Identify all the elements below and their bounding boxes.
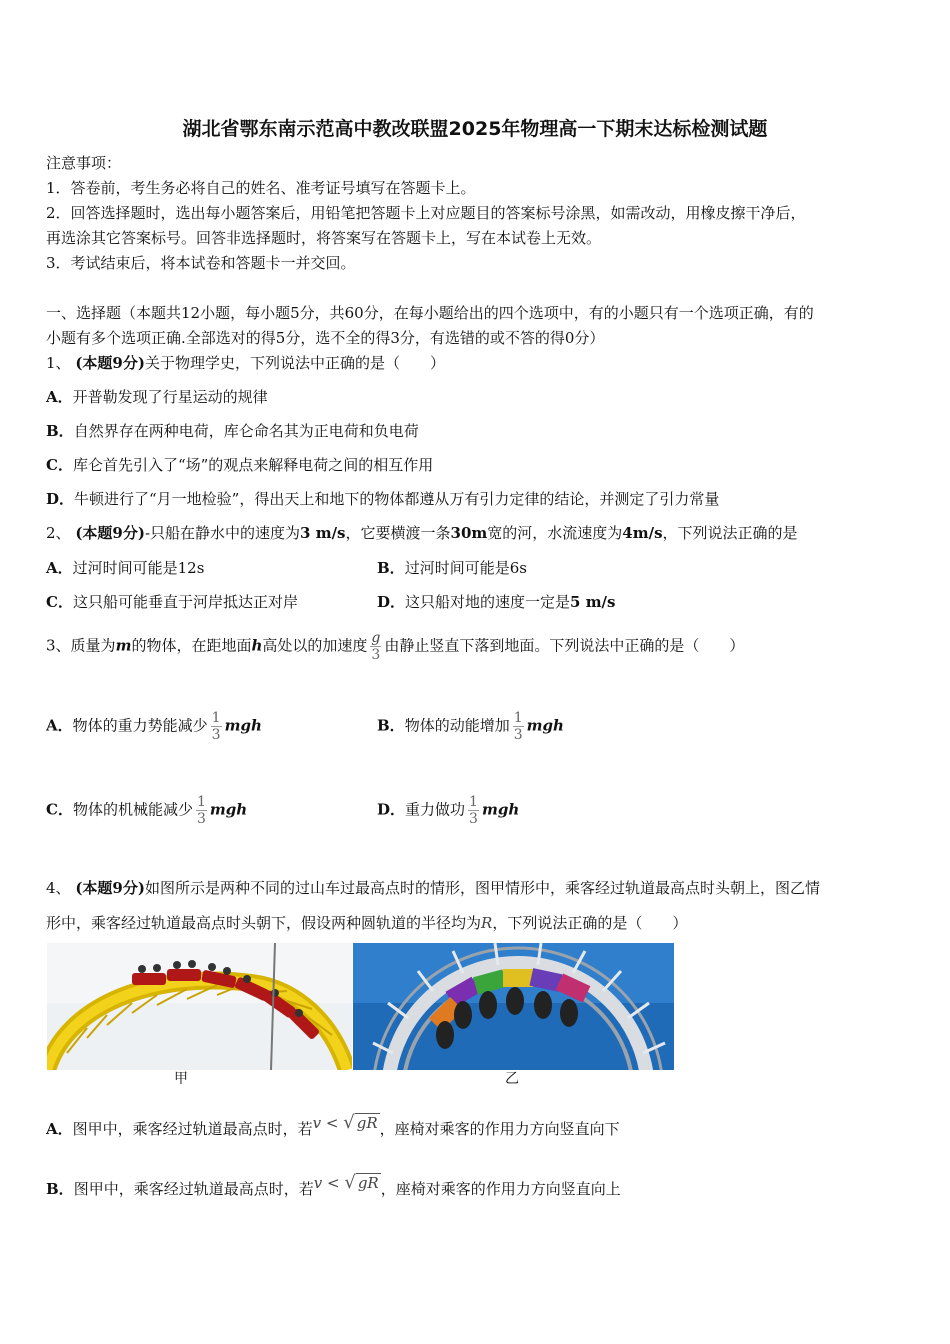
velocity-inequality: v < √ gR: [312, 1112, 378, 1133]
question-3-stem: 3、质量为m的物体，在距地面h高处以的加速度 $\frac{g}{3}$ 由静止竖直下落到地面。下列说法中正确的是（ ）: [46, 630, 745, 663]
question-4-stem: 4、 (本题9分)如图所示是两种不同的过山车过最高点时的情形，图甲情形中，乘客经过轨道最高点时头朝上，图乙情: [46, 879, 820, 897]
notice-item: 2．回答选择题时，选出每小题答案后，用铅笔把答题卡上对应题目的答案标号涂黑，如需改动，用橡皮擦干净后，: [46, 204, 806, 222]
section-instructions: 一、选择题（本题共12小题，每小题5分，共60分，在每小题给出的四个选项中，有的小题只有一个选项正确，有的: [46, 304, 814, 322]
notice-item: 1．答卷前，考生务必将自己的姓名、准考证号填写在答题卡上。: [46, 179, 476, 197]
q4-option-b: B．图甲中，乘客经过轨道最高点时，若v < √ gR ，座椅对乘客的作用力方向竖直向上: [46, 1172, 621, 1198]
q4-option-a: A．图甲中，乘客经过轨道最高点时，若v < √ gR ，座椅对乘客的作用力方向竖直向下: [46, 1112, 620, 1138]
q3-option-a: A．物体的重力势能减少 $\frac{1}{3}$ mgh: [46, 710, 262, 743]
notice-item: 再选涂其它答案标号。回答非选择题时，将答案写在答题卡上，写在本试卷上无效。: [46, 229, 602, 247]
fraction-one-third: $\frac{1}{3}$: [513, 710, 523, 743]
q3-option-c: C．物体的机械能减少 $\frac{1}{3}$ mgh: [46, 794, 248, 827]
q1-option-b: B．自然界存在两种电荷，库仑命名其为正电荷和负电荷: [46, 422, 419, 440]
q3-option-d: D．重力做功 $\frac{1}{3}$ mgh: [377, 794, 520, 827]
figure-caption-jia: 甲: [174, 1071, 188, 1087]
q3-option-b: B．物体的动能增加 $\frac{1}{3}$ mgh: [377, 710, 564, 743]
notice-heading: 注意事项：: [46, 154, 122, 172]
velocity-inequality: v < √ gR: [313, 1172, 379, 1193]
question-2-stem: 2、 (本题9分)-只船在静水中的速度为3 m/s，它要横渡一条30m宽的河，水流速度为4m/s，下列说法正确的是: [46, 524, 798, 542]
q1-option-c: C．库仑首先引入了“场”的观点来解释电荷之间的相互作用: [46, 456, 434, 474]
section-instructions: 小题有多个选项正确.全部选对的得5分，选不全的得3分，有选错的或不答的得0分）: [46, 329, 605, 347]
q1-option-a: A．开普勒发现了行星运动的规律: [46, 388, 268, 406]
figure-caption-yi: 乙: [505, 1071, 519, 1087]
q2-option-a: A．过河时间可能是12s: [46, 559, 205, 577]
fraction-one-third: $\frac{1}{3}$: [196, 794, 206, 827]
question-1-stem: 1、 (本题9分)关于物理学史，下列说法中正确的是（ ）: [46, 354, 445, 372]
question-score: (本题9分): [75, 354, 145, 372]
coaster-jia-illustration: [47, 943, 352, 1070]
fraction-g-over-3: $\frac{g}{3}$: [371, 630, 381, 663]
question-4-stem-cont: 形中，乘客经过轨道最高点时头朝下，假设两种圆轨道的半径均为R，下列说法正确的是（ ）: [46, 914, 688, 932]
fraction-one-third: $\frac{1}{3}$: [211, 710, 221, 743]
q1-option-d: D．牛顿进行了“月一地检验”，得出天上和地下的物体都遵从万有引力定律的结论，并测定了引力常量: [46, 490, 720, 508]
fraction-one-third: $\frac{1}{3}$: [469, 794, 478, 827]
q2-option-c: C．这只船可能垂直于河岸抵达正对岸: [46, 593, 298, 611]
notice-item: 3．考试结束后，将本试卷和答题卡一并交回。: [46, 254, 356, 272]
figure-coaster-jia: [47, 943, 352, 1070]
q2-option-d: D．这只船对地的速度一定是5 m/s: [377, 593, 616, 611]
q2-option-b: B．过河时间可能是6s: [377, 559, 527, 577]
page-title: 湖北省鄂东南示范高中教改联盟2025年物理高一下期末达标检测试题: [182, 118, 768, 140]
figure-coaster-yi: [353, 943, 674, 1070]
coaster-yi-illustration: [353, 943, 674, 1070]
